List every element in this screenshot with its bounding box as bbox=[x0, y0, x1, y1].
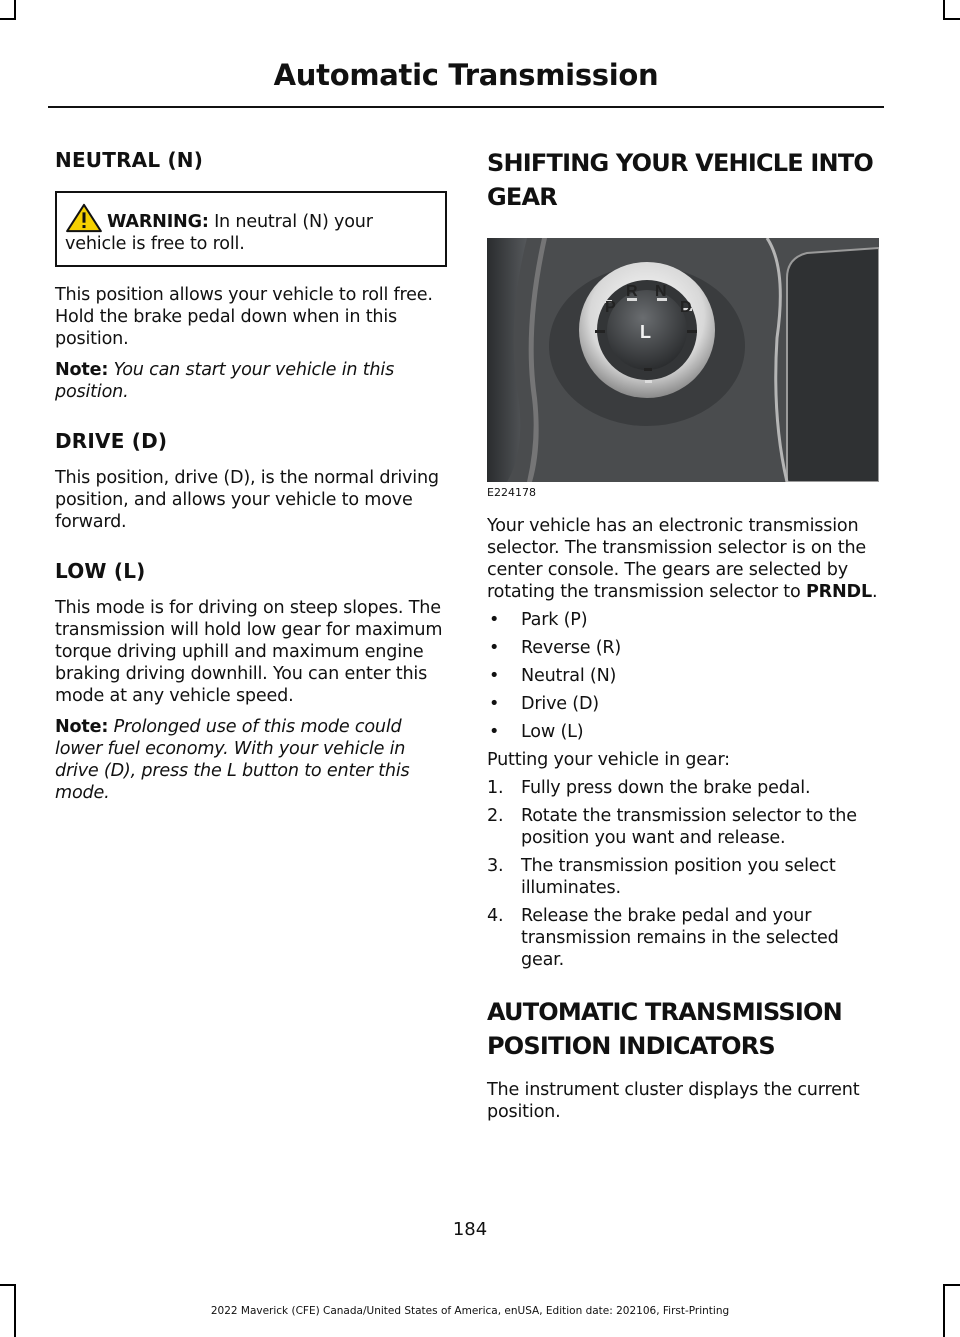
dial-label-p: P bbox=[605, 299, 616, 316]
indicators-body: The instrument cluster displays the current position. bbox=[487, 1080, 860, 1122]
step-text: Release the brake pedal and your transmission remains in the selected gear. bbox=[521, 906, 839, 970]
step-number: 1. bbox=[487, 778, 504, 798]
list-item bbox=[487, 665, 883, 687]
list-item-text: Park (P) bbox=[521, 610, 588, 630]
heading-line: AUTOMATIC TRANSMISSION bbox=[487, 998, 842, 1026]
list-item-text: Neutral (N) bbox=[521, 666, 617, 686]
list-item-text: Drive (D) bbox=[521, 694, 599, 714]
dial-label-n: N bbox=[655, 283, 667, 300]
bullet: • bbox=[489, 722, 500, 742]
footer-edition-info: 2022 Maverick (CFE) Canada/United States of America, enUSA, Edition date: 202106, First-Printing bbox=[210, 1305, 730, 1317]
step-number: 3. bbox=[487, 856, 504, 876]
crop-mark bbox=[943, 0, 945, 20]
note-label: Note: bbox=[55, 717, 109, 737]
section-heading-shifting bbox=[487, 146, 883, 214]
section-heading-low: LOW (L) bbox=[55, 559, 146, 583]
bullet: • bbox=[489, 666, 500, 686]
header-rule bbox=[48, 106, 884, 108]
step-item bbox=[487, 805, 883, 849]
warning-paragraph bbox=[65, 203, 437, 255]
section-heading-drive: DRIVE (D) bbox=[55, 429, 168, 453]
bullet: • bbox=[489, 638, 500, 658]
warning-text: In neutral (N) your vehicle is free to roll. bbox=[65, 212, 373, 254]
section-heading-indicators bbox=[487, 995, 883, 1063]
drive-body: This position, drive (D), is the normal driving position, and allows your vehicle to move forward. bbox=[55, 468, 439, 532]
body-text: . bbox=[871, 582, 878, 602]
list-item bbox=[487, 609, 883, 631]
step-number: 2. bbox=[487, 806, 504, 826]
steps-intro: Putting your vehicle in gear: bbox=[487, 750, 730, 770]
warning-icon bbox=[65, 203, 103, 233]
page-title: Automatic Transmission bbox=[273, 58, 659, 92]
list-item bbox=[487, 721, 883, 743]
step-item bbox=[487, 855, 883, 899]
dial-label-d: D bbox=[680, 299, 692, 316]
heading-line: GEAR bbox=[487, 183, 557, 211]
bullet: • bbox=[489, 610, 500, 630]
dial-label-r: R bbox=[626, 283, 638, 300]
heading-line: POSITION INDICATORS bbox=[487, 1032, 775, 1060]
page-number: 184 bbox=[452, 1219, 488, 1240]
transmission-selector-image bbox=[487, 238, 879, 482]
selector-illustration bbox=[487, 238, 879, 482]
list-item-text: Reverse (R) bbox=[521, 638, 622, 658]
step-text: Rotate the transmission selector to the position you want and release. bbox=[521, 806, 857, 848]
crop-mark bbox=[943, 1284, 945, 1337]
steps-list bbox=[487, 777, 883, 971]
warning-box bbox=[55, 191, 447, 267]
prndl-label: PRNDL bbox=[805, 582, 872, 602]
section-heading-neutral: NEUTRAL (N) bbox=[55, 148, 204, 172]
dial-label-l: L bbox=[640, 322, 651, 342]
note-text: Prolonged use of this mode could lower fuel economy. With your vehicle in drive (D), press the L button to enter this mode. bbox=[55, 717, 410, 803]
neutral-note bbox=[55, 359, 447, 403]
list-item bbox=[487, 693, 883, 715]
left-column bbox=[55, 148, 447, 804]
bullet: • bbox=[489, 694, 500, 714]
step-text: The transmission position you select illuminates. bbox=[521, 856, 836, 898]
crop-mark bbox=[14, 0, 16, 20]
figure-reference: E224178 bbox=[487, 486, 536, 499]
warning-label: WARNING: bbox=[107, 212, 209, 232]
heading-line: SHIFTING YOUR VEHICLE INTO bbox=[487, 149, 874, 177]
low-body: This mode is for driving on steep slopes. The transmission will hold low gear for maximum torque driving uphill and maximum engine braking driving downhill. You can enter this mode at any vehicle speed. bbox=[55, 598, 443, 706]
crop-mark bbox=[0, 18, 16, 20]
shifting-body bbox=[487, 515, 883, 603]
crop-mark bbox=[943, 18, 960, 20]
step-number: 4. bbox=[487, 906, 504, 926]
note-text: You can start your vehicle in this position. bbox=[55, 360, 395, 402]
step-item bbox=[487, 905, 883, 971]
list-item-text: Low (L) bbox=[521, 722, 584, 742]
gear-list bbox=[487, 609, 883, 743]
crop-mark bbox=[943, 1284, 960, 1286]
right-column bbox=[487, 148, 883, 1123]
neutral-body: This position allows your vehicle to roll free. Hold the brake pedal down when in this position. bbox=[55, 285, 433, 349]
list-item bbox=[487, 637, 883, 659]
note-label: Note: bbox=[55, 360, 109, 380]
step-item bbox=[487, 777, 883, 799]
body-text: Your vehicle has an electronic transmission selector. The transmission selector is on the center console. The gears are selected by rotating the transmission selector to bbox=[487, 516, 867, 602]
low-note bbox=[55, 716, 447, 804]
step-text: Fully press down the brake pedal. bbox=[521, 778, 811, 798]
crop-mark bbox=[0, 1284, 16, 1286]
